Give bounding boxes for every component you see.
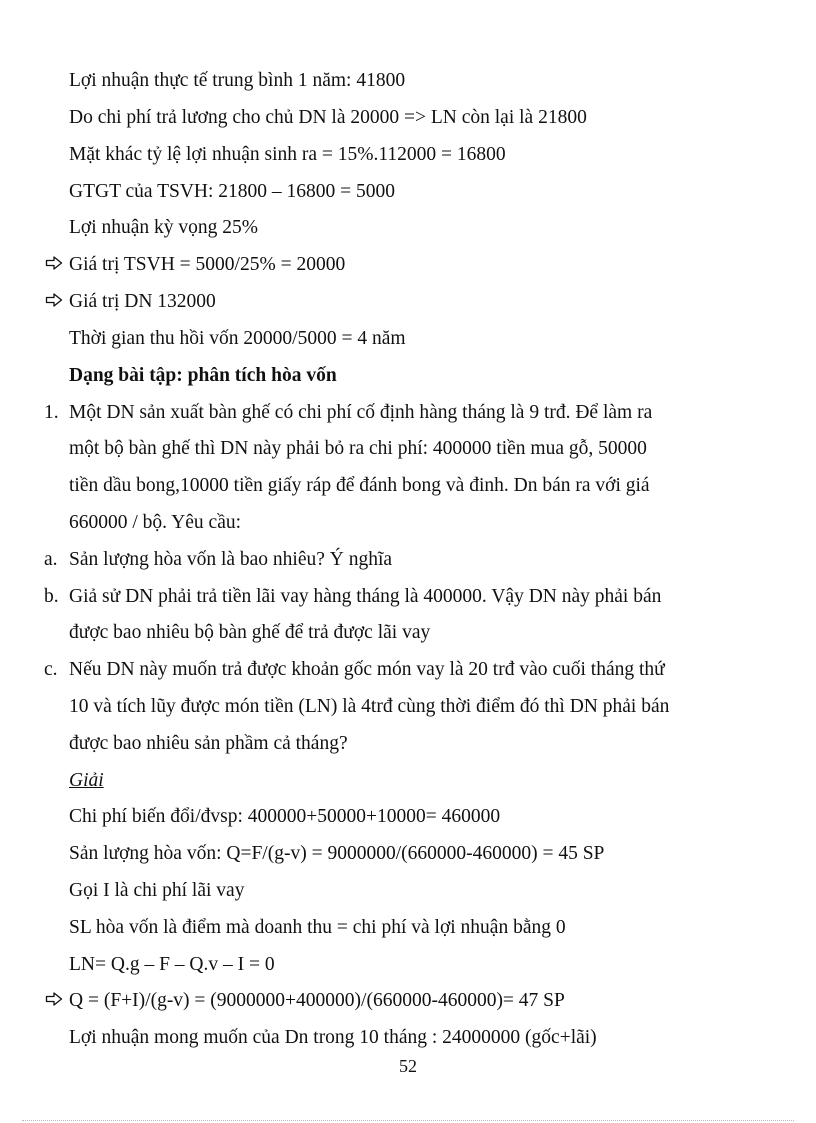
line-text: Lợi nhuận kỳ vọng 25% [69, 217, 259, 238]
line-text: Mặt khác tỷ lệ lợi nhuận sinh ra = 15%.112000 = 16800 [69, 144, 506, 165]
text-line [0, 614, 816, 651]
line-text: Gọi I là chi phí lãi vay [69, 880, 245, 901]
list-item [0, 578, 816, 615]
line-text: Q = (F+I)/(g-v) = (9000000+400000)/(660000-460000)= 47 SP [69, 990, 565, 1011]
text-line [0, 798, 816, 835]
list-marker: 1. [44, 402, 59, 423]
line-text: Giả sử DN phải trả tiền lãi vay hàng tháng là 400000. Vậy DN này phải bán [69, 586, 662, 607]
list-marker: a. [44, 549, 58, 570]
text-line [0, 835, 816, 872]
line-text: Chi phí biến đổi/đvsp: 400000+50000+10000= 460000 [69, 806, 501, 827]
line-text: tiền dầu bong,10000 tiền giấy ráp để đánh bong và đinh. Dn bán ra với giá [69, 475, 650, 496]
text-line [0, 872, 816, 909]
text-line [0, 504, 816, 541]
section-heading [0, 357, 816, 394]
line-text: Giá trị DN 132000 [69, 291, 216, 312]
list-marker: c. [44, 659, 58, 680]
line-text: GTGT của TSVH: 21800 – 16800 = 5000 [69, 181, 396, 202]
arrow-right-icon [45, 291, 63, 309]
text-line-arrow [0, 982, 816, 1019]
text-line [0, 62, 816, 99]
line-text: Nếu DN này muốn trả được khoản gốc món vay là 20 trđ vào cuối tháng thứ [69, 659, 665, 680]
line-text: Giá trị TSVH = 5000/25% = 20000 [69, 254, 346, 275]
line-text: Lợi nhuận thực tế trung bình 1 năm: 41800 [69, 70, 406, 91]
list-item [0, 541, 816, 578]
list-item [0, 394, 816, 431]
text-line [0, 725, 816, 762]
line-text: Sản lượng hòa vốn: Q=F/(g-v) = 9000000/(660000-460000) = 45 SP [69, 843, 605, 864]
line-text: được bao nhiêu sản phầm cả tháng? [69, 733, 348, 754]
text-line [0, 136, 816, 173]
line-text: được bao nhiêu bộ bàn ghế để trả được lãi vay [69, 622, 431, 643]
line-text: LN= Q.g – F – Q.v – I = 0 [69, 954, 275, 975]
text-line [0, 688, 816, 725]
text-line [0, 173, 816, 210]
line-text: 10 và tích lũy được món tiền (LN) là 4trđ cùng thời điểm đó thì DN phải bán [69, 696, 670, 717]
arrow-right-icon [45, 990, 63, 1008]
line-text: Thời gian thu hồi vốn 20000/5000 = 4 năm [69, 328, 406, 349]
text-line-arrow [0, 283, 816, 320]
text-line [0, 909, 816, 946]
line-text: 660000 / bộ. Yêu cầu: [69, 512, 242, 533]
page-bottom-border [22, 1120, 794, 1121]
text-line [0, 320, 816, 357]
line-text: Một DN sản xuất bàn ghế có chi phí cố định hàng tháng là 9 trđ. Để làm ra [69, 402, 653, 423]
heading-text: Giải [69, 770, 104, 791]
text-line [0, 1019, 816, 1056]
text-line [0, 430, 816, 467]
line-text: Lợi nhuận mong muốn của Dn trong 10 tháng : 24000000 (gốc+lãi) [69, 1027, 597, 1048]
solution-heading [0, 762, 816, 799]
list-item [0, 651, 816, 688]
line-text: Do chi phí trả lương cho chủ DN là 20000 => LN còn lại là 21800 [69, 107, 587, 128]
list-marker: b. [44, 586, 59, 607]
text-line [0, 209, 816, 246]
text-line [0, 946, 816, 983]
text-line [0, 467, 816, 504]
text-line [0, 99, 816, 136]
page-number: 52 [399, 1056, 417, 1076]
text-line-arrow [0, 246, 816, 283]
line-text: SL hòa vốn là điểm mà doanh thu = chi phí và lợi nhuận bằng 0 [69, 917, 566, 938]
arrow-right-icon [45, 254, 63, 272]
heading-text: Dạng bài tập: phân tích hòa vốn [69, 365, 337, 386]
line-text: Sản lượng hòa vốn là bao nhiêu? Ý nghĩa [69, 549, 393, 570]
line-text: một bộ bàn ghế thì DN này phải bỏ ra chi phí: 400000 tiền mua gỗ, 50000 [69, 438, 647, 459]
